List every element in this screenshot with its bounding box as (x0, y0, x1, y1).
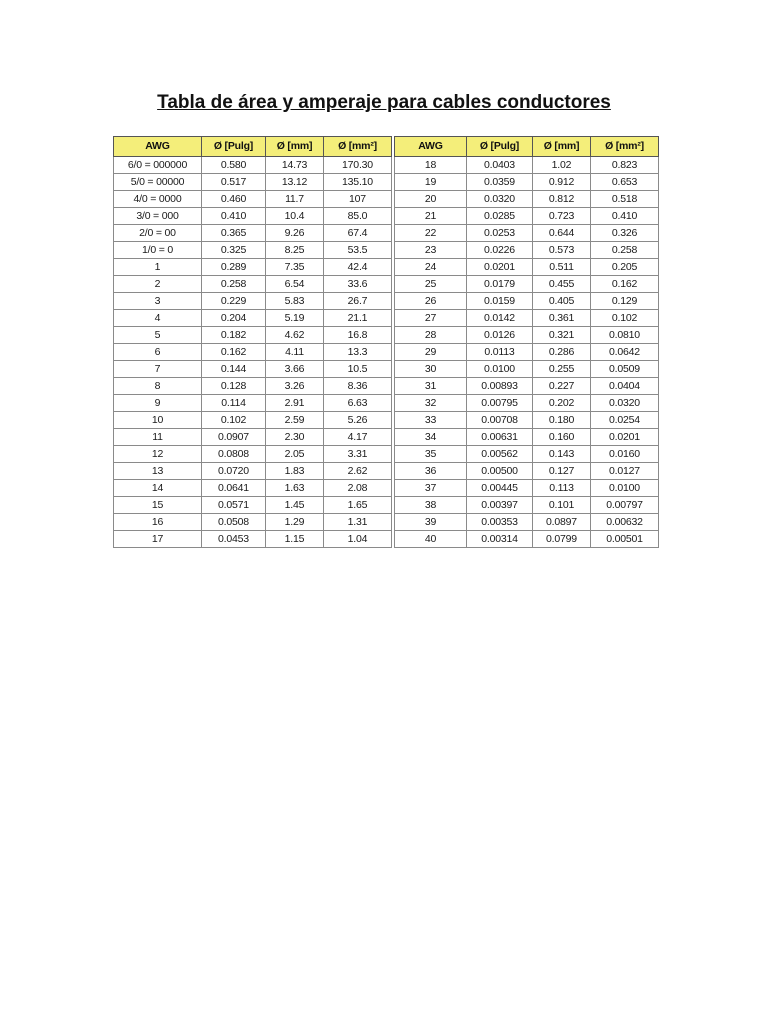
cell-awg: 21 (395, 208, 467, 225)
cell-diameter-inches: 0.204 (202, 310, 266, 327)
table-row (395, 157, 659, 174)
cell-awg: 17 (114, 531, 202, 548)
cell-awg: 16 (114, 514, 202, 531)
cell-area-mm2: 0.823 (591, 157, 659, 174)
cell-diameter-inches: 0.162 (202, 344, 266, 361)
cell-awg: 14 (114, 480, 202, 497)
cell-diameter-inches: 0.00397 (467, 497, 533, 514)
cell-diameter-mm: 1.63 (266, 480, 324, 497)
cell-awg: 5 (114, 327, 202, 344)
table-row (114, 327, 392, 344)
cell-diameter-inches: 0.0226 (467, 242, 533, 259)
cell-diameter-mm: 6.54 (266, 276, 324, 293)
cell-area-mm2: 0.0642 (591, 344, 659, 361)
cell-area-mm2: 0.0810 (591, 327, 659, 344)
table-row (395, 361, 659, 378)
cell-awg: 12 (114, 446, 202, 463)
cell-area-mm2: 0.102 (591, 310, 659, 327)
cell-diameter-inches: 0.517 (202, 174, 266, 191)
cell-diameter-inches: 0.0126 (467, 327, 533, 344)
cell-diameter-inches: 0.00562 (467, 446, 533, 463)
cell-diameter-mm: 0.573 (533, 242, 591, 259)
cell-awg: 33 (395, 412, 467, 429)
cell-diameter-mm: 7.35 (266, 259, 324, 276)
cell-awg: 3 (114, 293, 202, 310)
table-row (395, 242, 659, 259)
cell-area-mm2: 13.3 (324, 344, 392, 361)
cell-diameter-inches: 0.128 (202, 378, 266, 395)
cell-diameter-mm: 0.0799 (533, 531, 591, 548)
cell-area-mm2: 0.518 (591, 191, 659, 208)
table-row (114, 412, 392, 429)
cell-diameter-mm: 5.19 (266, 310, 324, 327)
cell-diameter-mm: 0.143 (533, 446, 591, 463)
table-body-left (114, 157, 392, 548)
cell-diameter-mm: 2.59 (266, 412, 324, 429)
cell-awg: 2 (114, 276, 202, 293)
cell-diameter-inches: 0.0508 (202, 514, 266, 531)
cell-area-mm2: 53.5 (324, 242, 392, 259)
cell-area-mm2: 21.1 (324, 310, 392, 327)
cell-diameter-inches: 0.365 (202, 225, 266, 242)
cell-diameter-inches: 0.0571 (202, 497, 266, 514)
header-diameter-mm: Ø [mm] (266, 137, 324, 157)
cell-awg: 15 (114, 497, 202, 514)
table-row (114, 463, 392, 480)
table-row (395, 293, 659, 310)
cell-diameter-mm: 0.227 (533, 378, 591, 395)
cell-area-mm2: 135.10 (324, 174, 392, 191)
header-row (395, 137, 659, 157)
cell-area-mm2: 0.258 (591, 242, 659, 259)
cell-awg: 27 (395, 310, 467, 327)
table-row (114, 191, 392, 208)
cell-area-mm2: 0.0160 (591, 446, 659, 463)
table-row (114, 157, 392, 174)
cell-awg: 23 (395, 242, 467, 259)
cell-diameter-inches: 0.144 (202, 361, 266, 378)
cell-diameter-inches: 0.114 (202, 395, 266, 412)
cell-awg: 4/0 = 0000 (114, 191, 202, 208)
table-row (395, 412, 659, 429)
cell-diameter-inches: 0.0142 (467, 310, 533, 327)
cell-diameter-inches: 0.0179 (467, 276, 533, 293)
cell-diameter-inches: 0.325 (202, 242, 266, 259)
header-awg: AWG (395, 137, 467, 157)
cell-area-mm2: 0.410 (591, 208, 659, 225)
cell-diameter-mm: 3.26 (266, 378, 324, 395)
table-row (395, 429, 659, 446)
cell-area-mm2: 0.00797 (591, 497, 659, 514)
cell-diameter-inches: 0.0403 (467, 157, 533, 174)
table-row (395, 327, 659, 344)
cell-diameter-inches: 0.0320 (467, 191, 533, 208)
cell-diameter-mm: 4.62 (266, 327, 324, 344)
cell-diameter-inches: 0.0641 (202, 480, 266, 497)
table-row (114, 361, 392, 378)
cell-awg: 38 (395, 497, 467, 514)
table-row (114, 429, 392, 446)
cell-diameter-mm: 0.0897 (533, 514, 591, 531)
cell-awg: 10 (114, 412, 202, 429)
cell-area-mm2: 0.00501 (591, 531, 659, 548)
cell-awg: 35 (395, 446, 467, 463)
table-row (114, 395, 392, 412)
cell-area-mm2: 0.00632 (591, 514, 659, 531)
cell-awg: 3/0 = 000 (114, 208, 202, 225)
table-row (114, 514, 392, 531)
table-row (395, 225, 659, 242)
cell-diameter-inches: 0.229 (202, 293, 266, 310)
cell-diameter-inches: 0.0907 (202, 429, 266, 446)
cell-awg: 13 (114, 463, 202, 480)
cell-diameter-mm: 1.83 (266, 463, 324, 480)
header-diameter-inches: Ø [Pulg] (467, 137, 533, 157)
cell-diameter-mm: 0.202 (533, 395, 591, 412)
cell-awg: 1 (114, 259, 202, 276)
cell-diameter-inches: 0.289 (202, 259, 266, 276)
table-row (114, 225, 392, 242)
cell-diameter-inches: 0.00500 (467, 463, 533, 480)
cell-diameter-inches: 0.0285 (467, 208, 533, 225)
table-body-right (395, 157, 659, 548)
cell-diameter-mm: 1.45 (266, 497, 324, 514)
table-row (395, 463, 659, 480)
cell-diameter-inches: 0.182 (202, 327, 266, 344)
cell-awg: 18 (395, 157, 467, 174)
header-diameter-mm: Ø [mm] (533, 137, 591, 157)
cell-area-mm2: 10.5 (324, 361, 392, 378)
table-row (395, 191, 659, 208)
cell-area-mm2: 0.326 (591, 225, 659, 242)
cell-area-mm2: 2.62 (324, 463, 392, 480)
awg-wire-table (113, 136, 657, 546)
header-row (114, 137, 392, 157)
cell-area-mm2: 8.36 (324, 378, 392, 395)
cell-diameter-inches: 0.0201 (467, 259, 533, 276)
cell-awg: 6/0 = 000000 (114, 157, 202, 174)
table-row (395, 497, 659, 514)
cell-awg: 34 (395, 429, 467, 446)
table-row (395, 480, 659, 497)
cell-area-mm2: 2.08 (324, 480, 392, 497)
awg-table-right (394, 136, 659, 548)
cell-diameter-mm: 0.113 (533, 480, 591, 497)
table-row (395, 174, 659, 191)
awg-table-left (113, 136, 392, 548)
cell-diameter-mm: 0.511 (533, 259, 591, 276)
table-row (114, 242, 392, 259)
cell-diameter-mm: 0.160 (533, 429, 591, 446)
cell-diameter-mm: 0.101 (533, 497, 591, 514)
table-row (114, 531, 392, 548)
cell-diameter-inches: 0.0113 (467, 344, 533, 361)
table-row (114, 344, 392, 361)
cell-area-mm2: 0.162 (591, 276, 659, 293)
cell-awg: 7 (114, 361, 202, 378)
cell-diameter-mm: 0.405 (533, 293, 591, 310)
cell-diameter-mm: 0.644 (533, 225, 591, 242)
cell-area-mm2: 0.129 (591, 293, 659, 310)
cell-diameter-mm: 0.255 (533, 361, 591, 378)
cell-diameter-inches: 0.460 (202, 191, 266, 208)
cell-diameter-inches: 0.00445 (467, 480, 533, 497)
cell-area-mm2: 67.4 (324, 225, 392, 242)
cell-diameter-inches: 0.00631 (467, 429, 533, 446)
cell-awg: 40 (395, 531, 467, 548)
cell-awg: 28 (395, 327, 467, 344)
cell-diameter-inches: 0.00353 (467, 514, 533, 531)
header-diameter-inches: Ø [Pulg] (202, 137, 266, 157)
cell-diameter-inches: 0.0253 (467, 225, 533, 242)
cell-diameter-inches: 0.0159 (467, 293, 533, 310)
cell-area-mm2: 5.26 (324, 412, 392, 429)
cell-area-mm2: 85.0 (324, 208, 392, 225)
cell-area-mm2: 0.0404 (591, 378, 659, 395)
cell-diameter-inches: 0.0453 (202, 531, 266, 548)
cell-awg: 6 (114, 344, 202, 361)
cell-awg: 36 (395, 463, 467, 480)
table-row (114, 446, 392, 463)
table-row (395, 344, 659, 361)
cell-diameter-inches: 0.00708 (467, 412, 533, 429)
cell-awg: 29 (395, 344, 467, 361)
cell-diameter-mm: 2.05 (266, 446, 324, 463)
table-row (395, 276, 659, 293)
table-row (395, 446, 659, 463)
table-row (114, 480, 392, 497)
cell-diameter-mm: 2.30 (266, 429, 324, 446)
cell-area-mm2: 0.0509 (591, 361, 659, 378)
cell-diameter-mm: 0.286 (533, 344, 591, 361)
cell-diameter-mm: 13.12 (266, 174, 324, 191)
cell-diameter-mm: 1.29 (266, 514, 324, 531)
cell-diameter-inches: 0.00314 (467, 531, 533, 548)
cell-awg: 20 (395, 191, 467, 208)
table-row (114, 174, 392, 191)
cell-awg: 9 (114, 395, 202, 412)
cell-awg: 24 (395, 259, 467, 276)
table-row (395, 378, 659, 395)
cell-awg: 1/0 = 0 (114, 242, 202, 259)
cell-area-mm2: 0.0320 (591, 395, 659, 412)
cell-diameter-mm: 0.912 (533, 174, 591, 191)
header-area-mm2: Ø [mm²] (324, 137, 392, 157)
cell-diameter-inches: 0.102 (202, 412, 266, 429)
cell-awg: 4 (114, 310, 202, 327)
cell-area-mm2: 107 (324, 191, 392, 208)
table-row (114, 208, 392, 225)
cell-diameter-mm: 1.02 (533, 157, 591, 174)
cell-awg: 22 (395, 225, 467, 242)
cell-diameter-inches: 0.00893 (467, 378, 533, 395)
cell-diameter-mm: 5.83 (266, 293, 324, 310)
table-row (395, 259, 659, 276)
cell-diameter-mm: 0.455 (533, 276, 591, 293)
cell-area-mm2: 1.65 (324, 497, 392, 514)
cell-diameter-mm: 8.25 (266, 242, 324, 259)
table-row (114, 293, 392, 310)
table-row (395, 208, 659, 225)
cell-diameter-mm: 11.7 (266, 191, 324, 208)
cell-area-mm2: 0.653 (591, 174, 659, 191)
cell-awg: 5/0 = 00000 (114, 174, 202, 191)
cell-diameter-inches: 0.580 (202, 157, 266, 174)
cell-awg: 19 (395, 174, 467, 191)
table-row (114, 497, 392, 514)
cell-area-mm2: 0.0254 (591, 412, 659, 429)
header-awg: AWG (114, 137, 202, 157)
cell-area-mm2: 33.6 (324, 276, 392, 293)
table-row (114, 276, 392, 293)
cell-diameter-inches: 0.0359 (467, 174, 533, 191)
cell-area-mm2: 6.63 (324, 395, 392, 412)
cell-area-mm2: 1.04 (324, 531, 392, 548)
cell-area-mm2: 3.31 (324, 446, 392, 463)
cell-awg: 39 (395, 514, 467, 531)
cell-awg: 31 (395, 378, 467, 395)
cell-area-mm2: 42.4 (324, 259, 392, 276)
cell-diameter-mm: 9.26 (266, 225, 324, 242)
table-row (395, 531, 659, 548)
cell-diameter-mm: 1.15 (266, 531, 324, 548)
header-area-mm2: Ø [mm²] (591, 137, 659, 157)
cell-diameter-inches: 0.0808 (202, 446, 266, 463)
table-row (395, 514, 659, 531)
cell-diameter-inches: 0.410 (202, 208, 266, 225)
cell-area-mm2: 0.0201 (591, 429, 659, 446)
cell-area-mm2: 16.8 (324, 327, 392, 344)
cell-diameter-mm: 0.812 (533, 191, 591, 208)
cell-diameter-inches: 0.258 (202, 276, 266, 293)
cell-diameter-inches: 0.0720 (202, 463, 266, 480)
cell-diameter-mm: 0.361 (533, 310, 591, 327)
cell-awg: 37 (395, 480, 467, 497)
cell-diameter-mm: 2.91 (266, 395, 324, 412)
cell-diameter-mm: 0.127 (533, 463, 591, 480)
cell-area-mm2: 0.0127 (591, 463, 659, 480)
cell-diameter-inches: 0.0100 (467, 361, 533, 378)
cell-diameter-mm: 3.66 (266, 361, 324, 378)
cell-diameter-mm: 0.180 (533, 412, 591, 429)
cell-diameter-mm: 14.73 (266, 157, 324, 174)
cell-awg: 2/0 = 00 (114, 225, 202, 242)
cell-diameter-mm: 10.4 (266, 208, 324, 225)
table-row (114, 378, 392, 395)
cell-awg: 11 (114, 429, 202, 446)
cell-area-mm2: 0.0100 (591, 480, 659, 497)
cell-awg: 25 (395, 276, 467, 293)
table-row (395, 310, 659, 327)
cell-awg: 32 (395, 395, 467, 412)
cell-awg: 26 (395, 293, 467, 310)
cell-awg: 30 (395, 361, 467, 378)
cell-diameter-mm: 4.11 (266, 344, 324, 361)
document-title: Tabla de área y amperaje para cables conductores (157, 92, 611, 113)
table-row (395, 395, 659, 412)
cell-awg: 8 (114, 378, 202, 395)
cell-diameter-inches: 0.00795 (467, 395, 533, 412)
cell-area-mm2: 26.7 (324, 293, 392, 310)
cell-area-mm2: 4.17 (324, 429, 392, 446)
cell-area-mm2: 0.205 (591, 259, 659, 276)
cell-diameter-mm: 0.321 (533, 327, 591, 344)
cell-area-mm2: 170.30 (324, 157, 392, 174)
table-row (114, 259, 392, 276)
cell-area-mm2: 1.31 (324, 514, 392, 531)
table-row (114, 310, 392, 327)
cell-diameter-mm: 0.723 (533, 208, 591, 225)
